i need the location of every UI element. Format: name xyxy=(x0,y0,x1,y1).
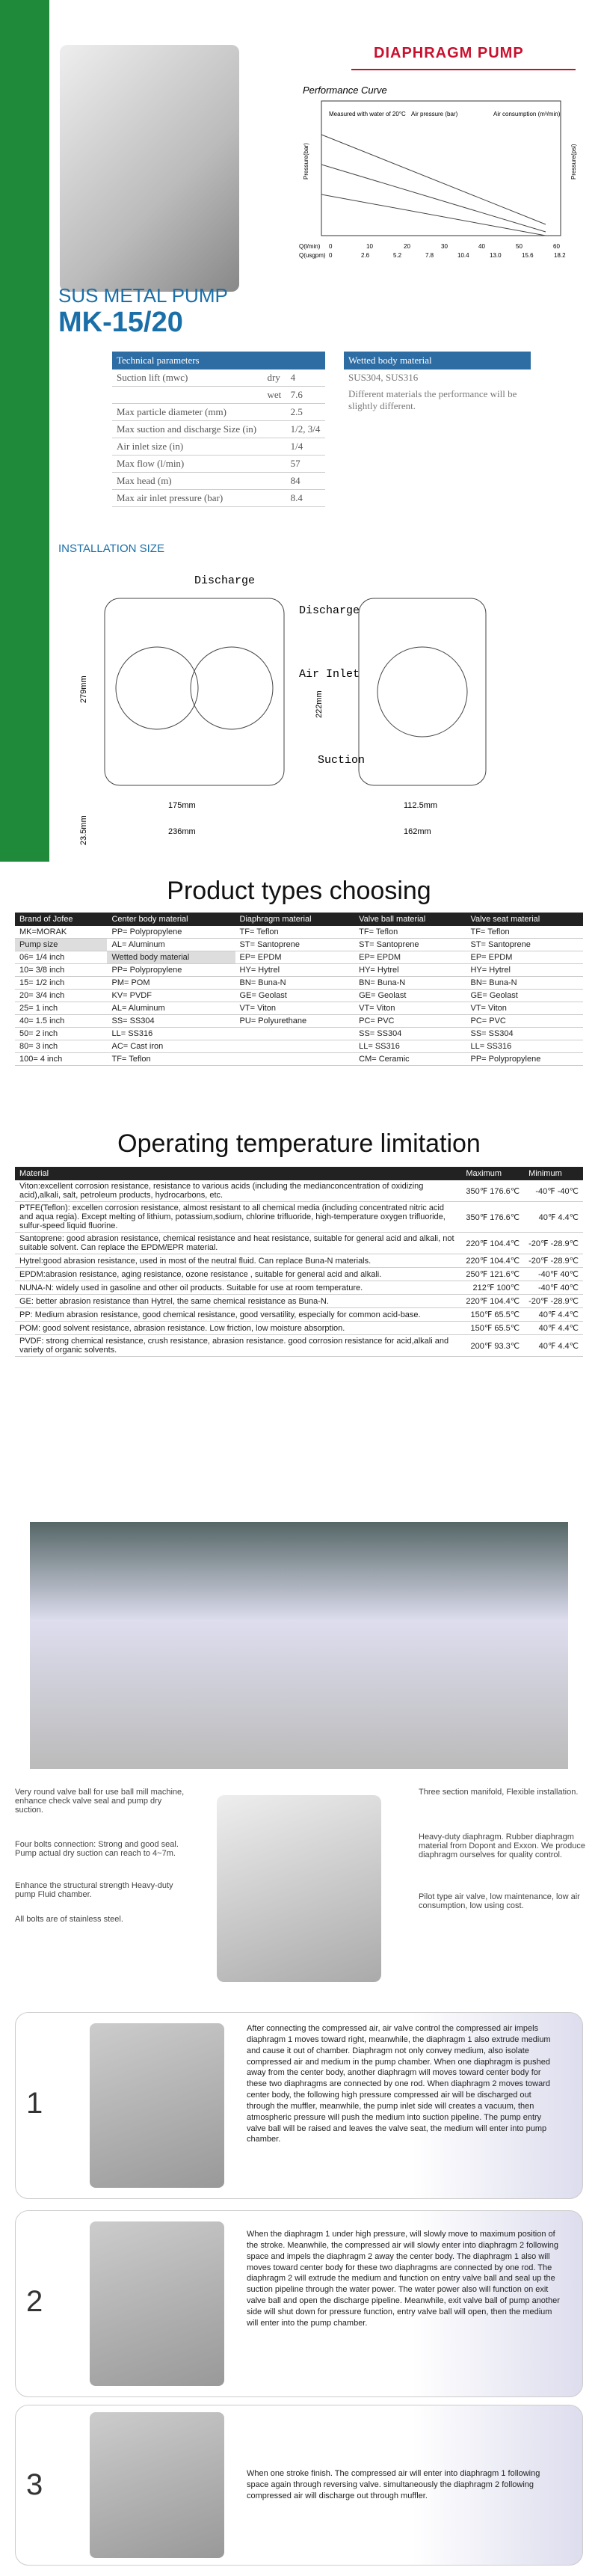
temperature-cell: 40℉ 4.4℃ xyxy=(524,1335,583,1357)
curve-x-tick2: 7.8 xyxy=(425,252,434,259)
product-types-cell xyxy=(235,1028,355,1040)
technical-cell-label: Air inlet size (in) xyxy=(112,438,263,456)
product-types-cell: GE= Geolast xyxy=(235,990,355,1002)
technical-header: Technical parameters xyxy=(112,352,325,369)
technical-cell-value: 84 xyxy=(286,473,325,490)
product-types-rows xyxy=(15,926,583,1066)
technical-cell-sub xyxy=(263,438,286,456)
dim-side-height: 222mm xyxy=(315,690,324,718)
temperature-cell: 220℉ 104.4℃ xyxy=(461,1233,524,1254)
curve-ylabel-left: Pressure(bar) xyxy=(303,143,309,180)
temperature-row xyxy=(15,1335,583,1357)
curve-x-caption2: Q(usgpm) xyxy=(299,252,326,259)
curve-x-tick: 10 xyxy=(366,243,373,250)
product-types-cell: Pump size xyxy=(15,939,107,951)
product-types-cell: 20= 3/4 inch xyxy=(15,990,107,1002)
temperature-cell: 40℉ 4.4℃ xyxy=(524,1308,583,1322)
technical-cell-sub xyxy=(263,456,286,473)
technical-row xyxy=(112,490,325,507)
curve-x-tick: 20 xyxy=(404,243,410,250)
banner-title: DIAPHRAGM PUMP xyxy=(374,45,524,61)
temperature-cell: Santoprene: good abrasion resistance, chemical resistance and heat resistance, suitable for general acid and alkali, not suitable solvent. Can replace the EPDM/EPR material. xyxy=(15,1233,461,1254)
performance-curve xyxy=(299,82,583,277)
product-types-row xyxy=(15,951,583,964)
pump-photo xyxy=(60,45,239,292)
discharge-label-front: Discharge xyxy=(194,574,256,587)
curve-x-tick2: 2.6 xyxy=(361,252,370,259)
product-types-row xyxy=(15,1002,583,1015)
installation-drawing xyxy=(75,568,538,853)
temperature-cell: -20℉ -28.9℃ xyxy=(524,1254,583,1268)
technical-row xyxy=(112,369,325,387)
product-types-header: Center body material xyxy=(107,913,235,926)
curve-ylabel-right: Pressure(psi) xyxy=(570,144,577,180)
product-types-cell: SS= SS304 xyxy=(354,1028,466,1040)
technical-cell-value: 1/4 xyxy=(286,438,325,456)
product-types-header: Valve ball material xyxy=(354,913,466,926)
factory-photo xyxy=(30,1522,568,1769)
feature-right-3: Pilot type air valve, low maintenance, low air consumption, low using cost. xyxy=(419,1892,580,1910)
product-types-row xyxy=(15,1028,583,1040)
product-types-cell: VT= Viton xyxy=(466,1002,583,1015)
product-types-row xyxy=(15,964,583,977)
curve-x-tick2: 5.2 xyxy=(393,252,402,259)
technical-cell-value: 7.6 xyxy=(286,387,325,404)
product-types-cell: PP= Polypropylene xyxy=(466,1053,583,1066)
temperature-title: Operating temperature limitation xyxy=(117,1129,481,1158)
feature-left-1: Very round valve ball for use ball mill machine, enhance check valve seal and pump dry suction. xyxy=(15,1788,185,1815)
curve-x-ticks2 xyxy=(329,252,566,259)
temperature-cell: 350℉ 176.6℃ xyxy=(461,1180,524,1202)
step-text-3: When one stroke finish. The compressed air will enter into diaphragm 1 following space again through reversing valve. simultaneously the diaphragm 2 following compressed air will discharge out through muffler. xyxy=(247,2469,540,2500)
temperature-row xyxy=(15,1322,583,1335)
temperature-row xyxy=(15,1233,583,1254)
temperature-row xyxy=(15,1281,583,1295)
product-types-header: Diaphragm material xyxy=(235,913,355,926)
curve-x-tick2: 0 xyxy=(329,252,333,259)
temperature-cell: 150℉ 65.5℃ xyxy=(461,1308,524,1322)
product-types-cell: LL= SS316 xyxy=(466,1040,583,1053)
product-types-cell: ST= Santoprene xyxy=(354,939,466,951)
discharge-label-side: Discharge xyxy=(299,604,360,617)
temperature-cell: 350℉ 176.6℃ xyxy=(461,1202,524,1233)
product-types-cell: BN= Buna-N xyxy=(235,977,355,990)
product-types-cell: TF= Teflon xyxy=(235,926,355,939)
wetted-value: SUS304, SUS316 xyxy=(348,372,419,383)
product-types-row xyxy=(15,1015,583,1028)
product-types-cell: LL= SS316 xyxy=(107,1028,235,1040)
product-types-cell: TF= Teflon xyxy=(107,1053,235,1066)
technical-cell-label: Max air inlet pressure (bar) xyxy=(112,490,263,507)
product-types-cell: VT= Viton xyxy=(235,1002,355,1015)
product-types-cell: 50= 2 inch xyxy=(15,1028,107,1040)
temperature-header: Maximum xyxy=(461,1167,524,1180)
product-types-cell: LL= SS316 xyxy=(354,1040,466,1053)
temperature-header: Minimum xyxy=(524,1167,583,1180)
product-types-cell: MK=MORAK xyxy=(15,926,107,939)
product-types-row xyxy=(15,1040,583,1053)
curve-x-ticks xyxy=(329,243,560,250)
feature-left-4: All bolts are of stainless steel. xyxy=(15,1915,123,1924)
temperature-cell: -40℉ 40℃ xyxy=(524,1281,583,1295)
temperature-cell: -20℉ -28.9℃ xyxy=(524,1295,583,1308)
banner-underline xyxy=(351,69,576,70)
temperature-cell: 250℉ 121.6℃ xyxy=(461,1268,524,1281)
product-types-cell xyxy=(235,1040,355,1053)
product-types-cell: 40= 1.5 inch xyxy=(15,1015,107,1028)
product-types-cell: HY= Hytrel xyxy=(354,964,466,977)
temperature-cell: EPDM:abrasion resistance, aging resistance, ozone resistance , suitable for general acid and alkali. xyxy=(15,1268,461,1281)
product-types-cell: GE= Geolast xyxy=(354,990,466,1002)
product-types-header: Valve seat material xyxy=(466,913,583,926)
dim-base: 23.5mm xyxy=(79,815,88,845)
technical-cell-sub: wet xyxy=(263,387,286,404)
feature-right-2: Heavy-duty diaphragm. Rubber diaphragm material from Dopont and Exxon. We produce diaphragm ourselves for quality control. xyxy=(419,1833,585,1859)
technical-cell-label: Max particle diameter (mm) xyxy=(112,404,263,421)
air-inlet-label: Air Inlet xyxy=(299,668,360,681)
technical-cell-value: 1/2, 3/4 xyxy=(286,421,325,438)
product-types-cell: SS= SS304 xyxy=(107,1015,235,1028)
product-types-cell: BN= Buna-N xyxy=(354,977,466,990)
product-types-cell: PU= Polyurethane xyxy=(235,1015,355,1028)
product-model: MK-15/20 xyxy=(58,307,183,338)
curve-x-tick: 60 xyxy=(553,243,560,250)
product-types-cell: AL= Aluminum xyxy=(107,1002,235,1015)
technical-rows xyxy=(112,369,325,507)
technical-cell-value: 4 xyxy=(286,369,325,387)
product-types-header: Brand of Jofee xyxy=(15,913,107,926)
temperature-header-row xyxy=(15,1167,583,1180)
product-types-title: Product types choosing xyxy=(167,877,431,905)
product-types-cell: SS= SS304 xyxy=(466,1028,583,1040)
temperature-row xyxy=(15,1268,583,1281)
curve-x-tick: 40 xyxy=(478,243,485,250)
dim-width-inner: 175mm xyxy=(168,801,196,810)
product-types-cell: 06= 1/4 inch xyxy=(15,951,107,964)
technical-row xyxy=(112,438,325,456)
temperature-cell: 212℉ 100℃ xyxy=(461,1281,524,1295)
product-types-cell: 100= 4 inch xyxy=(15,1053,107,1066)
temperature-row xyxy=(15,1308,583,1322)
product-types-cell: KV= PVDF xyxy=(107,990,235,1002)
temperature-rows xyxy=(15,1180,583,1357)
product-types-cell: AC= Cast iron xyxy=(107,1040,235,1053)
step-number-1: 1 xyxy=(26,2087,43,2120)
technical-cell-sub xyxy=(263,473,286,490)
feature-right-1: Three section manifold, Flexible installation. xyxy=(419,1788,579,1797)
product-types-cell: 80= 3 inch xyxy=(15,1040,107,1053)
temperature-row xyxy=(15,1254,583,1268)
step-number-2: 2 xyxy=(26,2285,43,2318)
curve-title: Performance Curve xyxy=(303,85,387,96)
curve-legend-3: Air consumption (m³/min) xyxy=(493,111,561,117)
curve-x-tick2: 18.2 xyxy=(554,252,566,259)
step-text-2: When the diaphragm 1 under high pressure, will slowly move to maximum position of the stroke. Meanwhile, the compressed air will slowly enter into diaphragm 2 following space and impels the diaphragm 2 away the center body. The diaphragm 1 also will moves toward center body for these two diaphragms are connected by one rod. The diaphragm 2 will extrude the medium and function on entry valve ball and seal up the suction pipeline through the water power. The water power also will function on exit valve ball and open the discharge pipeline. Meanwhile, exit valve ball of pump another side will shut down for pressure function, entry valve ball will open, then the medium will enter into the pump chamber. xyxy=(247,2230,560,2328)
product-types-cell: PC= PVC xyxy=(466,1015,583,1028)
product-types-row xyxy=(15,990,583,1002)
product-types-cell: TF= Teflon xyxy=(466,926,583,939)
temperature-table xyxy=(15,1167,583,1357)
curve-x-tick2: 15.6 xyxy=(522,252,534,259)
product-types-header-row xyxy=(15,913,583,926)
features-panel xyxy=(0,1780,598,1990)
temperature-cell: 150℉ 65.5℃ xyxy=(461,1322,524,1335)
product-types-cell: PC= PVC xyxy=(354,1015,466,1028)
temperature-cell: PVDF: strong chemical resistance, crush resistance, abrasion resistance. good corrosion resistance for acid,alkali and variety of organic solvents. xyxy=(15,1335,461,1357)
product-types-row xyxy=(15,939,583,951)
technical-parameters-table xyxy=(112,352,325,507)
product-types-cell: 25= 1 inch xyxy=(15,1002,107,1015)
wetted-material-table xyxy=(344,352,531,414)
product-types-cell: EP= EPDM xyxy=(466,951,583,964)
curve-x-caption: Q(l/min) xyxy=(299,243,321,250)
technical-row xyxy=(112,404,325,421)
dim-height: 279mm xyxy=(79,675,88,703)
technical-cell-sub xyxy=(263,421,286,438)
dim-width-outer: 236mm xyxy=(168,827,196,836)
product-types-cell: TF= Teflon xyxy=(354,926,466,939)
temperature-cell: PP: Medium abrasion resistance, good chemical resistance, good versatility, especially for common acid-base. xyxy=(15,1308,461,1322)
product-title: SUS METAL PUMP xyxy=(58,284,228,307)
curve-legend-1: Measured with water of 20°C xyxy=(329,111,406,117)
product-types-cell: PP= Polypropylene xyxy=(107,964,235,977)
dim-side-outer: 162mm xyxy=(404,827,431,836)
product-types-cell: EP= EPDM xyxy=(235,951,355,964)
feature-left-3: Enhance the structural strength Heavy-duty pump Fluid chamber. xyxy=(15,1881,173,1899)
technical-row xyxy=(112,456,325,473)
temperature-cell: -40℉ 40℃ xyxy=(524,1268,583,1281)
installation-title: INSTALLATION SIZE xyxy=(58,542,164,555)
temperature-cell: NUNA-N: widely used in gasoline and other oil products. Suitable for use at room temperature. xyxy=(15,1281,461,1295)
temperature-row xyxy=(15,1180,583,1202)
temperature-cell: 200℉ 93.3℃ xyxy=(461,1335,524,1357)
technical-cell-label: Max flow (l/min) xyxy=(112,456,263,473)
temperature-cell: -20℉ -28.9℃ xyxy=(524,1233,583,1254)
technical-cell-label: Max head (m) xyxy=(112,473,263,490)
suction-label: Suction xyxy=(318,754,366,767)
wetted-note: Different materials the performance will be slightly different. xyxy=(348,388,517,411)
product-types-cell xyxy=(235,1053,355,1066)
temperature-cell: PTFE(Teflon): excellen corrosion resistance, almost resistant to all chemical media (including concentrated nitric acid and aqua regia). Except melting of lithium, potassium,sodium, chlorine trifluoride, high-temperature oxygen trifluoride, sulfur-speed liquid fluorine. xyxy=(15,1202,461,1233)
temperature-cell: 220℉ 104.4℃ xyxy=(461,1254,524,1268)
product-types-cell: PP= Polypropylene xyxy=(107,926,235,939)
product-types-cell: ST= Santoprene xyxy=(466,939,583,951)
product-types-cell: PM= POM xyxy=(107,977,235,990)
product-types-cell: HY= Hytrel xyxy=(466,964,583,977)
curve-x-tick2: 10.4 xyxy=(457,252,469,259)
temperature-row xyxy=(15,1295,583,1308)
technical-row xyxy=(112,421,325,438)
curve-x-tick: 50 xyxy=(516,243,523,250)
wetted-header: Wetted body material xyxy=(344,352,531,369)
product-types-table xyxy=(15,913,583,1066)
product-types-cell: BN= Buna-N xyxy=(466,977,583,990)
temperature-cell: -40℉ -40℃ xyxy=(524,1180,583,1202)
technical-cell-value: 2.5 xyxy=(286,404,325,421)
technical-cell-value: 8.4 xyxy=(286,490,325,507)
step-diagram-1 xyxy=(90,2023,224,2188)
curve-x-tick: 30 xyxy=(441,243,448,250)
product-types-cell: Wetted body material xyxy=(107,951,235,964)
temperature-cell: POM: good solvent resistance, abrasion resistance. Low friction, low moisture absorption. xyxy=(15,1322,461,1335)
product-types-cell: CM= Ceramic xyxy=(354,1053,466,1066)
product-types-cell: GE= Geolast xyxy=(466,990,583,1002)
product-types-cell: 10= 3/8 inch xyxy=(15,964,107,977)
product-types-cell: EP= EPDM xyxy=(354,951,466,964)
technical-cell-sub xyxy=(263,490,286,507)
technical-row xyxy=(112,387,325,404)
step-text-1: After connecting the compressed air, air valve control the compressed air impels diaphragm 1 moves toward right, meanwhile, the diaphragm 1 also extrude medium and cause it out of chamber. Diaphragm not only convey medium, also isolate compressed air and medium in the pump chamber. When one diaphragm is pushed away from the center body, another diaphragm will moves toward center body for these two diaphragms are connected by one rod. When diaphragm 2 moves toward center body, the following high pressure compressed air will be discharged out through the muffler, meanwhile, the pump inlet side will creates a vacuum, then atmospheric pressure will push the medium into suction pipeline. The pump entry valve ball will be raised and leaves the valve seat, the medium will enter into pump chamber. xyxy=(247,2024,551,2144)
technical-cell-label: Max suction and discharge Size (in) xyxy=(112,421,263,438)
product-types-cell: 15= 1/2 inch xyxy=(15,977,107,990)
product-types-row xyxy=(15,926,583,939)
product-types-cell: VT= Viton xyxy=(354,1002,466,1015)
product-types-cell: ST= Santoprene xyxy=(235,939,355,951)
temperature-cell: 40℉ 4.4℃ xyxy=(524,1322,583,1335)
technical-cell-sub xyxy=(263,404,286,421)
temperature-cell: Hytrel:good abrasion resistance, used in most of the neutral fluid. Can replace Buna-N materials. xyxy=(15,1254,461,1268)
product-types-cell: AL= Aluminum xyxy=(107,939,235,951)
temperature-cell: GE: better abrasion resistance than Hytrel, the same chemical resistance as Buna-N. xyxy=(15,1295,461,1308)
curve-legend-2: Air pressure (bar) xyxy=(411,111,458,117)
product-types-row xyxy=(15,1053,583,1066)
technical-row xyxy=(112,473,325,490)
step-diagram-3 xyxy=(90,2412,224,2558)
technical-cell-label: Suction lift (mwc) xyxy=(112,369,263,387)
green-sidebar xyxy=(0,0,49,862)
temperature-cell: Viton:excellent corrosion resistance, resistance to various acids (including the medianconcentration of oxidizing acid),alkali, salt, petroleum products, hydrocarbons, etc. xyxy=(15,1180,461,1202)
product-types-row xyxy=(15,977,583,990)
temperature-row xyxy=(15,1202,583,1233)
dim-side-inner: 112.5mm xyxy=(404,801,438,810)
temperature-cell: 220℉ 104.4℃ xyxy=(461,1295,524,1308)
temperature-header: Material xyxy=(15,1167,461,1180)
step-diagram-2 xyxy=(90,2221,224,2386)
temperature-cell: 40℉ 4.4℃ xyxy=(524,1202,583,1233)
curve-x-tick2: 13.0 xyxy=(490,252,502,259)
product-types-cell: HY= Hytrel xyxy=(235,964,355,977)
feature-left-2: Four bolts connection: Strong and good seal. Pump actual dry suction can reach to 4~7m. xyxy=(15,1840,179,1858)
technical-cell-value: 57 xyxy=(286,456,325,473)
technical-cell-sub: dry xyxy=(263,369,286,387)
pump-cutaway-image xyxy=(217,1795,381,1982)
step-number-3: 3 xyxy=(26,2468,43,2501)
technical-cell-label xyxy=(112,387,263,404)
curve-x-tick: 0 xyxy=(329,243,333,250)
